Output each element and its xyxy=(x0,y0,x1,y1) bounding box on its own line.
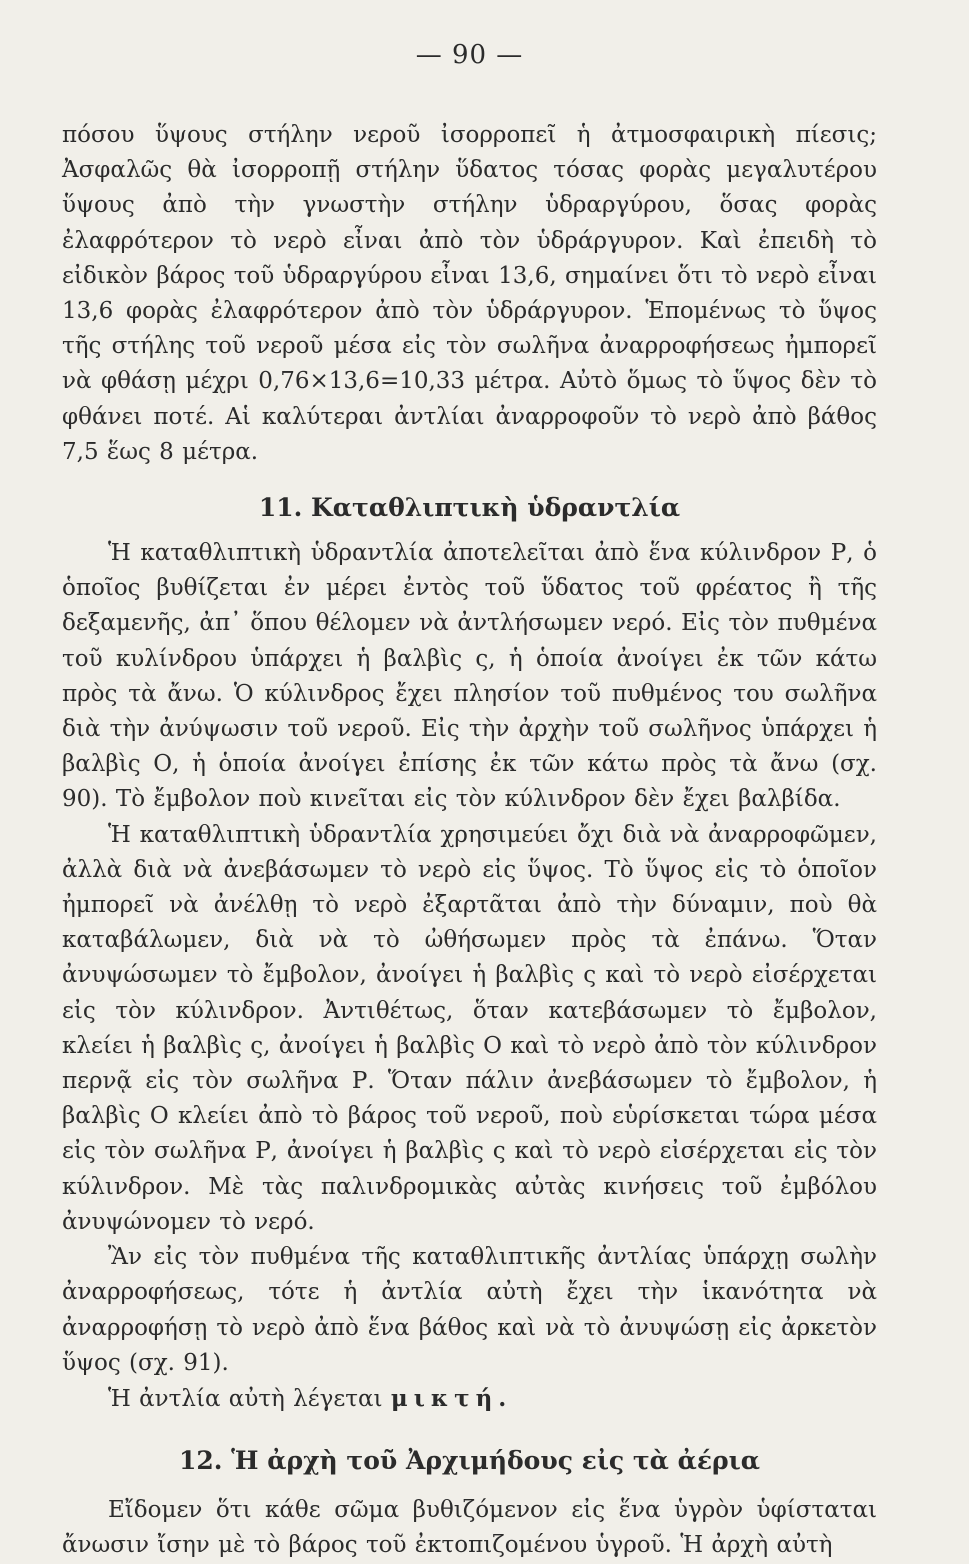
paragraph-force-pump-operation: Ἡ καταθλιπτικὴ ὑδραντλία χρησιμεύει ὄχι διὰ νὰ ἀναρροφῶμεν, ἀλλὰ διὰ νὰ ἀνεβάσωμεν τὸ νερὸ εἰς ὕψος. Τὸ ὕψος εἰς τὸ ὁποῖον ἠμπορεῖ νὰ ἀνέλθῃ τὸ νερὸ ἐξαρτᾶται ἀπὸ τὴν δύναμιν, ποὺ θὰ καταβάλωμεν, διὰ νὰ τὸ ὠθήσωμεν πρὸς τὰ ἐπάνω. Ὅταν ἀνυψώσωμεν τὸ ἔμβολον, ἀνοίγει ἡ βαλβὶς ς καὶ τὸ νερὸ εἰσέρχεται εἰς τὸν κύλινδρον. Ἀντιθέτως, ὅταν κατεβάσωμεν τὸ ἔμβολον, κλείει ἡ βαλβὶς ς, ἀνοίγει ἡ βαλβὶς Ο καὶ τὸ νερὸ ἀπὸ τὸν κύλινδρον περνᾷ εἰς τὸν σωλῆνα Ρ. Ὅταν πάλιν ἀνεβάσωμεν τὸ ἔμβολον, ἡ βαλβὶς Ο κλείει ἀπὸ τὸ βάρος τοῦ νεροῦ, ποὺ εὑρίσκεται τώρα μέσα εἰς τὸν σωλῆνα Ρ, ἀνοίγει ἡ βαλβὶς ς καὶ τὸ νερὸ εἰσέρχεται εἰς τὸν κύλινδρον. Μὲ τὰς παλινδρομικὰς αὐτὰς κινήσεις τοῦ ἐμβόλου ἀνυψώνομεν τὸ νερό. xyxy=(62,821,877,1235)
paragraph-atmospheric-pressure: πόσου ὕψους στήλην νεροῦ ἰσορροπεῖ ἡ ἀτμοσφαιρικὴ πίεσις; Ἀσφαλῶς θὰ ἰσορροπῇ στήλην ὕδατος τόσας φορὰς μεγαλυτέρου ὕψους ἀπὸ τὴν γνωστὴν στήλην ὑδραργύρου, ὅσας φορὰς ἐλαφρότερον τὸ νερὸ εἶναι ἀπὸ τὸν ὑδράργυρον. Καὶ ἐπειδὴ τὸ εἰδικὸν βάρος τοῦ ὑδραργύρου εἶναι 13,6, σημαίνει ὅτι τὸ νερὸ εἶναι 13,6 φορὰς ἐλαφρότερον ἀπὸ τὸν ὑδράργυρον. Ἑπομένως τὸ ὕψος τῆς στήλης τοῦ νεροῦ μέσα εἰς τὸν σωλῆνα ἀναρροφήσεως ἠμπορεῖ νὰ φθάσῃ μέχρι 0,76×13,6=10,33 μέτρα. Αὐτὸ ὅμως τὸ ὕψος δὲν τὸ φθάνει ποτέ. Αἱ καλύτεραι ἀντλίαι ἀναρροφοῦν τὸ νερὸ ἀπὸ βάθος 7,5 ἕως 8 μέτρα. xyxy=(62,122,877,465)
mixed-pump-prefix: Ἡ ἀντλία αὐτὴ λέγεται xyxy=(108,1385,383,1412)
section-heading-archimedes-gases: 12. Ἡ ἀρχὴ τοῦ Ἀρχιμήδους εἰς τὰ ἀέρια xyxy=(178,1446,761,1476)
paragraph-force-pump-description: Ἡ καταθλιπτικὴ ὑδραντλία ἀποτελεῖται ἀπὸ ἕνα κύλινδρον Ρ, ὁ ὁποῖος βυθίζεται ἐν μέρει ἐντὸς τοῦ ὕδατος τοῦ φρέατος ἢ τῆς δεξαμενῆς, ἀπ᾽ ὅπου θέλομεν νὰ ἀντλήσωμεν νερό. Εἰς τὸν πυθμένα τοῦ κυλίνδρου ὑπάρχει ἡ βαλβὶς ς, ἡ ὁποία ἀνοίγει ἐκ τῶν κάτω πρὸς τὰ ἄνω. Ὁ κύλινδρος ἔχει πλησίον τοῦ πυθμένος του σωλῆνα διὰ τὴν ἀνύψωσιν τοῦ νεροῦ. Εἰς τὴν ἀρχὴν τοῦ σωλῆνος ὑπάρχει ἡ βαλβὶς Ο, ἡ ὁποία ἀνοίγει ἐπίσης ἐκ τῶν κάτω πρὸς τὰ ἄνω (σχ. 90). Τὸ ἔμβολον ποὺ κινεῖται εἰς τὸν κύλινδρον δὲν ἔχει βαλβίδα. xyxy=(62,540,877,813)
paragraph-suction-pipe: Ἂν εἰς τὸν πυθμένα τῆς καταθλιπτικῆς ἀντλίας ὑπάρχῃ σωλὴν ἀναρροφήσεως, τότε ἡ ἀντλία αὐτὴ ἔχει τὴν ἱκανότητα νὰ ἀναρροφήσῃ τὸ νερὸ ἀπὸ ἕνα βάθος καὶ νὰ τὸ ἀνυψώσῃ εἰς ἀρκετὸν ὕψος (σχ. 91). xyxy=(62,1244,877,1376)
paragraph-mixed-pump xyxy=(62,1381,877,1417)
page-number: — 90 — xyxy=(415,40,524,70)
section-heading-force-pump: 11. Καταθλιπτικὴ ὑδραντλία xyxy=(258,493,681,523)
mixed-pump-term: μικτή. xyxy=(390,1384,513,1412)
paragraph-archimedes: Εἴδομεν ὅτι κάθε σῶμα βυθιζόμενον εἰς ἕνα ὑγρὸν ὑφίσταται ἄνωσιν ἴσην μὲ τὸ βάρος τοῦ ἐκτοπιζομένου ὑγροῦ. Ἡ ἀρχὴ αὐτὴ xyxy=(62,1497,877,1559)
